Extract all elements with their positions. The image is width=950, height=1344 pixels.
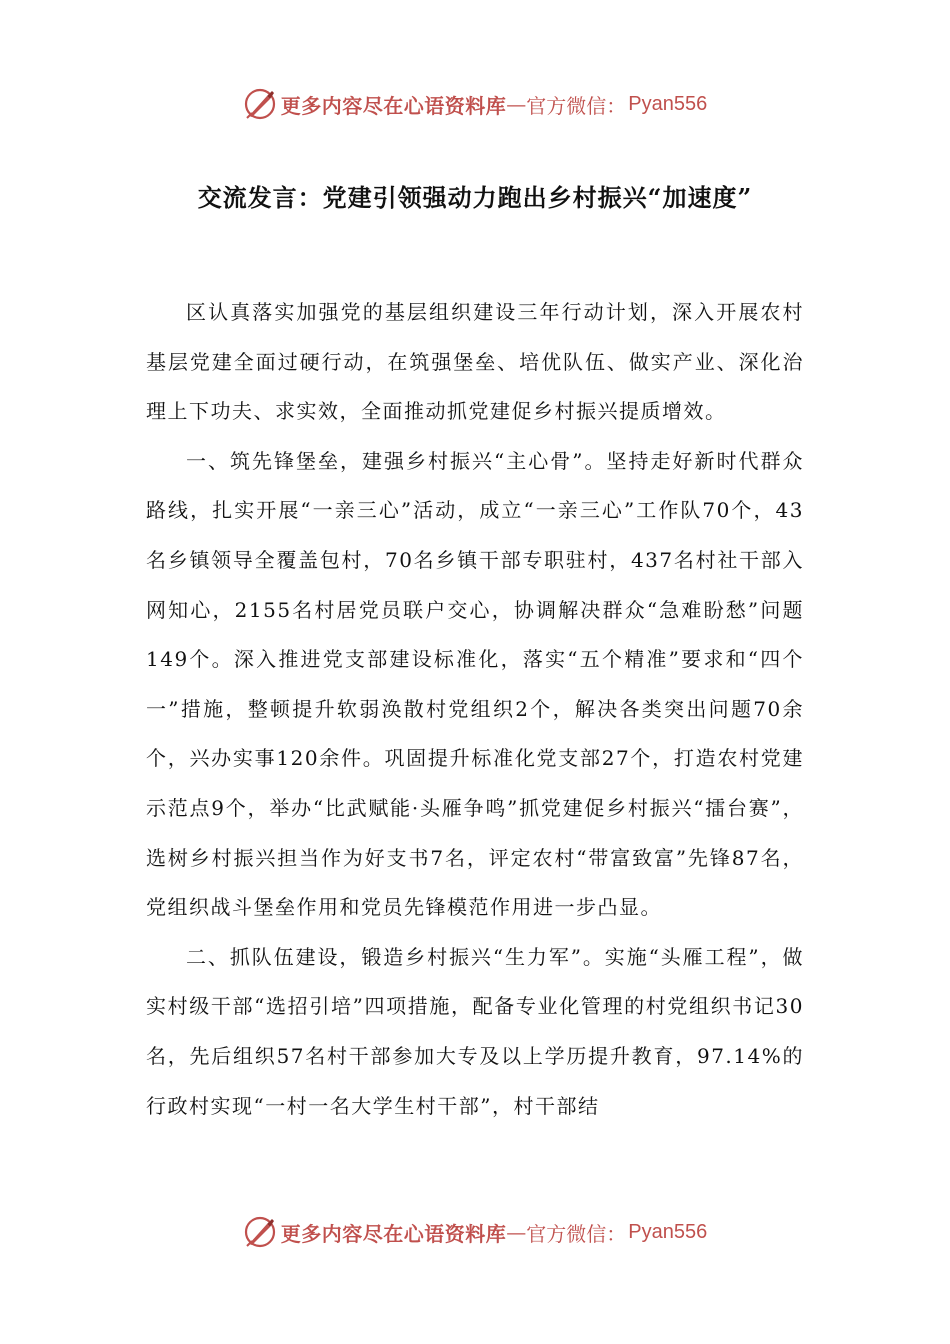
banner-wechat-label: 官方微信： [526,93,627,118]
quill-pen-logo-icon [243,1215,277,1249]
header-watermark-banner [0,84,950,124]
footer-watermark-banner [0,1212,950,1252]
banner-main-text: 更多内容尽在心语资料库 [280,1221,507,1246]
banner-main-text: 更多内容尽在心语资料库 [280,93,507,118]
document-title: 交流发言：党建引领强动力跑出乡村振兴“加速度” [197,183,753,212]
banner-wechat-id: Pyan556 [628,1220,708,1243]
banner-wechat-id: Pyan556 [628,92,708,115]
paragraph-section-one: 一、筑先锋堡垒，建强乡村振兴“主心骨”。坚持走好新时代群众路线，扎实开展“一亲三心”活动，成立“一亲三心”工作队70个，43名乡镇领导全覆盖包村，70名乡镇干部专职驻村，437名村社干部入网知心，2155名村居党员联户交心，协调解决群众“急难盼愁”问题149个。深入推进党支部建设标准化，落实“五个精准”要求和“四个一”措施，整顿提升软弱涣散村党组织2个，解决各类突出问题70余个，兴办实事120余件。巩固提升标准化党支部27个，打造农村党建示范点9个，举办“比武赋能·头雁争鸣”抓党建促乡村振兴“擂台赛”，选树乡村振兴担当作为好支书7名，评定农村“带富致富”先锋87名，党组织战斗堡垒作用和党员先锋模范作用进一步凸显。 [146,448,804,920]
banner-dash: — [506,1220,527,1244]
banner-wechat-label: 官方微信： [526,1221,627,1246]
banner-dash: — [506,92,527,116]
quill-pen-logo-icon [243,87,277,121]
paragraph-section-two: 二、抓队伍建设，锻造乡村振兴“生力军”。实施“头雁工程”，做实村级干部“选招引培”四项措施，配备专业化管理的村党组织书记30名，先后组织57名村干部参加大专及以上学历提升教育，97.14%的行政村实现“一村一名大学生村干部”，村干部结 [146,944,804,1118]
document-body [146,288,804,1131]
paragraph-intro: 区认真落实加强党的基层组织建设三年行动计划，深入开展农村基层党建全面过硬行动，在筑强堡垒、培优队伍、做实产业、深化治理上下功夫、求实效，全面推动抓党建促乡村振兴提质增效。 [146,300,804,424]
